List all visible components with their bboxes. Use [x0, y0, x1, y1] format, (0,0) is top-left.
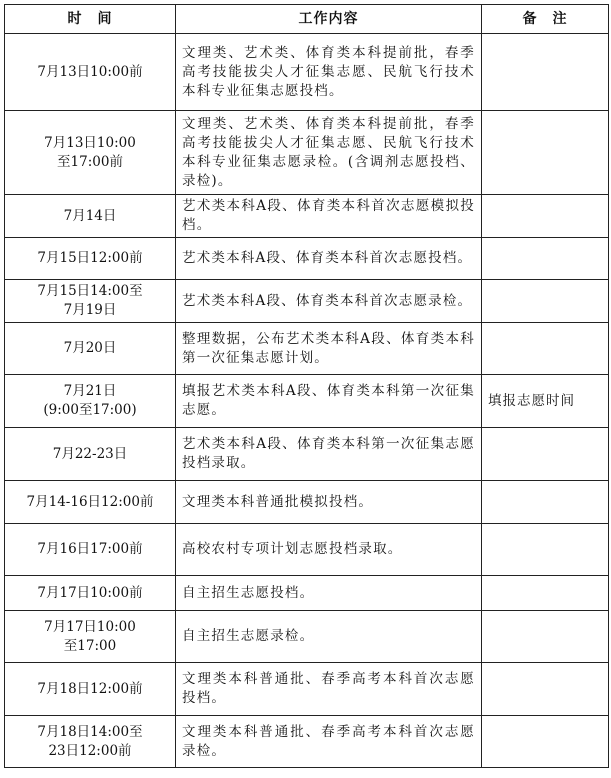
- note-cell: [482, 428, 609, 481]
- time-line: 7月16日17:00前: [37, 541, 143, 557]
- content-cell: 艺术类本科A段、体育类本科第一次征集志愿投档录取。: [176, 428, 482, 481]
- time-line: 7月15日12:00前: [37, 250, 143, 266]
- time-line: (9:00至17:00): [43, 402, 137, 418]
- time-cell: [5, 34, 176, 111]
- time-line: 7月20日: [63, 340, 117, 356]
- note-cell: [482, 481, 609, 524]
- table-row: [5, 576, 609, 611]
- table-row: [5, 111, 609, 195]
- table-row: [5, 524, 609, 576]
- time-cell: [5, 663, 176, 716]
- time-cell: [5, 481, 176, 524]
- table-row: [5, 428, 609, 481]
- time-line: 7月13日10:00前: [37, 63, 143, 80]
- content-cell: 文理类本科普通批模拟投档。: [176, 481, 482, 524]
- table-row: [5, 375, 609, 428]
- header-time: 时 间: [5, 5, 176, 34]
- time-cell: [5, 428, 176, 481]
- time-cell: [5, 280, 176, 323]
- time-line: 7月17日10:00: [44, 618, 136, 635]
- table-row: [5, 323, 609, 375]
- header-note: 备 注: [482, 5, 609, 34]
- table-row: [5, 280, 609, 323]
- note-cell: [482, 280, 609, 323]
- time-line: 7月15日14:00至: [37, 283, 143, 299]
- schedule-table: [4, 4, 609, 768]
- header-content: 工作内容: [176, 5, 482, 34]
- time-line: 7月17日10:00前: [37, 584, 143, 601]
- time-line: 7月21日: [63, 383, 117, 399]
- note-cell: [482, 323, 609, 375]
- time-line: 7月14日: [63, 207, 117, 224]
- time-line: 7月18日14:00至: [37, 723, 143, 740]
- content-cell: 自主招生志愿投档。: [176, 576, 482, 611]
- table-row: [5, 611, 609, 663]
- table-row: [5, 481, 609, 524]
- time-cell: [5, 576, 176, 611]
- note-cell: [482, 238, 609, 280]
- note-cell: [482, 576, 609, 611]
- time-cell: [5, 195, 176, 238]
- time-cell: [5, 375, 176, 428]
- content-cell: 文理类、艺术类、体育类本科提前批，春季高考技能拔尖人才征集志愿、民航飞行技术本科专业征集志愿投档。: [176, 34, 482, 111]
- time-cell: [5, 238, 176, 280]
- note-cell: [482, 716, 609, 768]
- content-cell: 文理类、艺术类、体育类本科提前批，春季高考技能拔尖人才征集志愿、民航飞行技术本科专业征集志愿录检。(含调剂志愿投档、录检)。: [176, 111, 482, 195]
- time-line: 7月19日: [63, 302, 117, 318]
- note-cell: [482, 611, 609, 663]
- content-cell: 艺术类本科A段、体育类本科首次志愿模拟投档。: [176, 195, 482, 238]
- time-cell: [5, 611, 176, 663]
- content-cell: 高校农村专项计划志愿投档录取。: [176, 524, 482, 576]
- table-row: [5, 34, 609, 111]
- content-cell: 文理类本科普通批、春季高考本科首次志愿录检。: [176, 716, 482, 768]
- time-line: 7月13日10:00: [44, 134, 136, 151]
- table-header-row: [5, 5, 609, 34]
- time-line: 7月22-23日: [52, 445, 128, 462]
- note-cell: [482, 111, 609, 195]
- content-cell: 填报艺术类本科A段、体育类本科第一次征集志愿。: [176, 375, 482, 428]
- note-cell: [482, 663, 609, 716]
- time-cell: [5, 323, 176, 375]
- content-cell: 艺术类本科A段、体育类本科首次志愿录检。: [176, 280, 482, 323]
- time-line: 至17:00: [63, 637, 117, 654]
- table-row: [5, 716, 609, 768]
- time-cell: [5, 524, 176, 576]
- note-cell: [482, 524, 609, 576]
- note-cell: [482, 195, 609, 238]
- table-row: [5, 195, 609, 238]
- table-row: [5, 238, 609, 280]
- content-cell: 文理类本科普通批、春季高考本科首次志愿投档。: [176, 663, 482, 716]
- content-cell: 艺术类本科A段、体育类本科首次志愿投档。: [176, 238, 482, 280]
- time-cell: [5, 111, 176, 195]
- time-line: 23日12:00前: [48, 742, 132, 759]
- table-row: [5, 663, 609, 716]
- content-cell: 自主招生志愿录检。: [176, 611, 482, 663]
- time-line: 至17:00前: [57, 153, 123, 170]
- time-line: 7月18日12:00前: [37, 680, 143, 697]
- content-cell: 整理数据，公布艺术类本科A段、体育类本科第一次征集志愿计划。: [176, 323, 482, 375]
- note-cell: [482, 34, 609, 111]
- time-cell: [5, 716, 176, 768]
- time-line: 7月14-16日12:00前: [26, 493, 154, 510]
- note-cell: 填报志愿时间: [482, 375, 609, 428]
